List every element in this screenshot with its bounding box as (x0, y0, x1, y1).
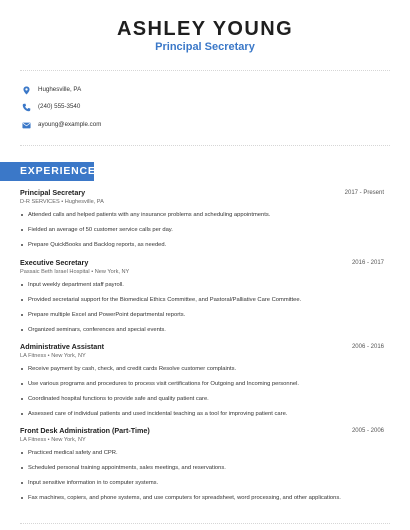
job-company-line: LA Fitness • New York, NY (20, 353, 86, 359)
divider (20, 523, 390, 524)
envelope-icon (22, 121, 31, 130)
company-name: LA Fitness (20, 353, 47, 359)
job-company-line: Passaic Beth Israel Hospital • New York, NY (20, 269, 130, 275)
job-bullets (20, 281, 384, 334)
job-dates: 2005 - 2006 (351, 428, 384, 434)
bullet-item: Attended calls and helped patients with any insurance problems and scheduling appointments. (20, 211, 384, 219)
bullet-item: Prepare QuickBooks and Backlog reports, as needed. (20, 241, 384, 249)
bullet-item: Input weekly department staff payroll. (20, 281, 384, 289)
email-link[interactable]: ayoung@example.com (38, 121, 102, 128)
experience-heading: EXPERIENCE (0, 162, 94, 181)
company-location: New York, NY (94, 269, 130, 275)
company-name: D-R SERVICES (20, 199, 60, 205)
bullet-item: Practiced medical safety and CPR. (20, 449, 384, 457)
bullet-item: Prepare multiple Excel and PowerPoint departmental reports. (20, 311, 384, 319)
candidate-title: Principal Secretary (155, 41, 255, 53)
job-title: Administrative Assistant (20, 342, 105, 351)
bullet-item: Provided secretarial support for the Biomedical Ethics Committee, and Pastoral/Palliative Care Committee. (20, 296, 384, 304)
bullet-item: Organized seminars, conferences and special events. (20, 326, 384, 334)
company-name: Passaic Beth Israel Hospital (20, 269, 90, 275)
job-title: Principal Secretary (20, 188, 86, 197)
company-location: New York, NY (51, 437, 86, 443)
candidate-name: ASHLEY YOUNG (116, 18, 294, 40)
job-dates: 2016 - 2017 (351, 260, 384, 266)
bullet-item: Use various programs and procedures to process visit certifications for Outgoing and Incoming personnel. (20, 380, 384, 388)
job-title: Front Desk Administration (Part-Time) (20, 426, 150, 435)
job-bullets (20, 211, 384, 249)
job-company-line: D-R SERVICES • Hughesville, PA (20, 199, 104, 205)
phone-icon (22, 103, 31, 112)
company-location: Hughesville, PA (64, 199, 104, 205)
divider (20, 70, 390, 71)
job-entry (20, 426, 384, 509)
bullet-item: Receive payment by cash, check, and credit cards Resolve customer complaints. (20, 365, 384, 373)
job-entry (20, 258, 384, 341)
job-bullets (20, 449, 384, 502)
contact-location (22, 84, 82, 96)
job-entry (20, 188, 384, 256)
location-text: Hughesville, PA (38, 86, 82, 93)
company-location: New York, NY (51, 353, 86, 359)
contact-phone (22, 101, 81, 113)
company-name: LA Fitness (20, 437, 47, 443)
job-company-line: LA Fitness • New York, NY (20, 437, 86, 443)
divider (20, 145, 390, 146)
job-entry (20, 342, 384, 425)
job-dates: 2017 - Present (344, 190, 384, 196)
bullet-item: Assessed care of individual patients and used incidental teaching as a tool for improving patient care. (20, 410, 384, 418)
job-dates: 2006 - 2016 (351, 344, 384, 350)
map-pin-icon (22, 86, 31, 95)
bullet-item: Fax machines, copiers, and phone systems, and use computers for spreadsheet, word processing, and other applications. (20, 494, 384, 502)
bullet-item: Coordinated hospital functions to provide safe and quality patient care. (20, 395, 384, 403)
bullet-item: Fielded an average of 50 customer service calls per day. (20, 226, 384, 234)
phone-text: (240) 555-3540 (38, 103, 81, 110)
contact-email[interactable] (22, 119, 102, 131)
job-title: Executive Secretary (20, 258, 89, 267)
bullet-item: Scheduled personal training appointments, sales meetings, and reservations. (20, 464, 384, 472)
job-bullets (20, 365, 384, 418)
bullet-item: Input sensitive information in to computer systems. (20, 479, 384, 487)
